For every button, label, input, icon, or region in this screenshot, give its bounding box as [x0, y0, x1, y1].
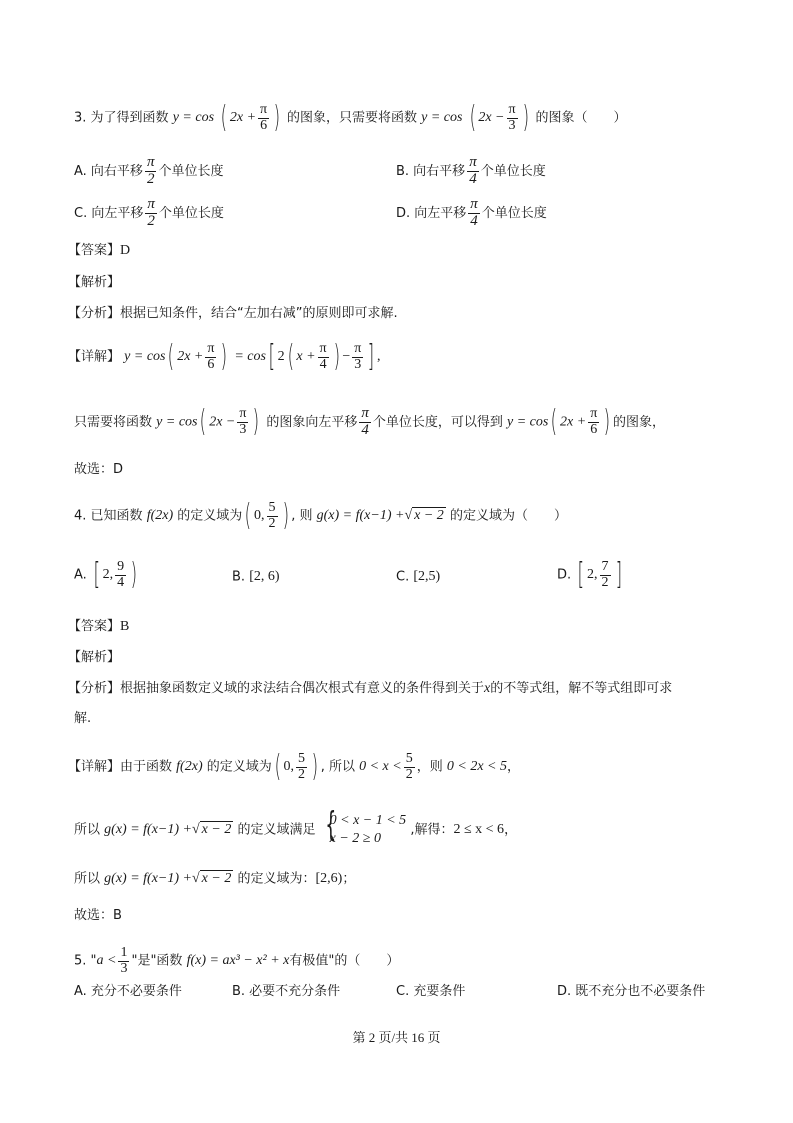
q3-y-expr2: y = cos: [421, 110, 463, 126]
q5-option-b[interactable]: B. 必要不充分条件: [232, 984, 341, 999]
q3-arg1: 2x +: [229, 110, 257, 126]
q4-so2: 所以 g(x) = f(x−1) +√ x − 2 的定义域为：[2,6)；: [74, 871, 356, 887]
q4-fenxi-cont: 解.: [74, 711, 92, 726]
q3-arg2-frac: $\frac{\pi}{3}$: [508, 102, 516, 133]
q3-fenxi: 【分析】根据已知条件，结合“左加右减”的原则即可求解.: [68, 306, 398, 321]
q3-stem: 3. 为了得到函数 y = cos ( 2x + $\frac{\pi}{6}$ ) 的图象，只需要将函数 y = cos ( 2x − $\frac{\pi}{3}$ ) 的图象（ ）: [74, 100, 627, 136]
q4-analysis-tag: 【解析】: [68, 650, 121, 665]
q5-stem: 5. "a < $\frac{1}{3}$ "是"函数 f(x) = ax³ − x² + x有极值"的（ ）: [74, 945, 400, 976]
q5-option-d[interactable]: D. 既不充分也不必要条件: [557, 984, 706, 999]
q3-option-a[interactable]: A. 向右平移 $\frac{\pi}{2}$ 个单位长度: [74, 154, 224, 187]
q4-answer: 【答案】B: [68, 619, 130, 634]
q4-fenxi: 【分析】根据抽象函数定义域的求法结合偶次根式有意义的条件得到关于x的不等式组，解不等式组即可求: [68, 681, 673, 696]
inequality-system: { 0 < x − 1 < 5 x − 2 ≥ 0: [325, 805, 407, 846]
q3-detail-line2: 只需要将函数 y = cos( 2x − $\frac{\pi}{3}$ ) 的图象向左平移 $\frac{\pi}{4}$ 个单位长度，可以得到 y = cos( 2x + $\frac{\pi}{6}$ ) 的图象，: [74, 404, 666, 440]
q3-stem-suffix: 的图象（ ）: [535, 110, 627, 126]
q5-option-c[interactable]: C. 充要条件: [396, 984, 466, 999]
q3-option-c[interactable]: C. 向左平移 $\frac{\pi}{2}$ 个单位长度: [74, 196, 224, 229]
q3-option-b[interactable]: B. 向右平移 $\frac{\pi}{4}$ 个单位长度: [396, 154, 546, 187]
q4-detail: 【详解】由于函数 f(2x) 的定义域为( 0, $\frac{5}{2}$ ) , 所以 0 < x < $\frac{5}{2}$ ，则 0 < 2x < 5，: [68, 749, 520, 785]
q4-answer-value: B: [120, 619, 130, 634]
answer-tag: 【答案】: [68, 243, 121, 258]
q3-option-d[interactable]: D. 向左平移 $\frac{\pi}{4}$ 个单位长度: [396, 196, 547, 229]
q3-y-expr1: y = cos: [172, 110, 215, 126]
q3-stem-mid: 的图象，只需要将函数: [286, 110, 417, 126]
q4-f2x: f(2x): [146, 508, 174, 524]
q4-option-c[interactable]: C. [2,5): [396, 569, 441, 585]
q3-analysis-tag: 【解析】: [68, 275, 121, 290]
q3-arg2: 2x −: [478, 110, 505, 126]
q3-option-b-frac: $\frac{\pi}{4}$: [469, 154, 477, 187]
q4-so1: 所以 g(x) = f(x−1) +√ x − 2 的定义域满足 { 0 < x − 1 < 5 x − 2 ≥ 0 ,解得：2 ≤ x < 6，: [74, 805, 518, 846]
q3-arg1-frac: $\frac{\pi}{6}$: [260, 102, 268, 133]
q3-option-d-frac: $\frac{\pi}{4}$: [470, 196, 478, 229]
q3-choose: 故选：D: [74, 462, 124, 477]
q3-detail: 【详解】 y = cos( 2x + $\frac{\pi}{6}$ ) = cos[ 2( x + $\frac{\pi}{4}$ ) − $\frac{\pi}{3}$ ] ,: [68, 339, 381, 375]
q4-option-d[interactable]: D. [ 2, $\frac{7}{2}$ ]: [557, 557, 622, 593]
q4-option-b[interactable]: B. [2, 6): [232, 569, 280, 585]
q5-option-a[interactable]: A. 充分不必要条件: [74, 984, 182, 999]
page-footer: 第 2 页/共 16 页: [352, 1030, 441, 1045]
q3-answer: [68, 244, 130, 258]
q3-stem-prefix: 3. 为了得到函数: [74, 110, 169, 126]
q3-option-c-frac: $\frac{\pi}{2}$: [147, 196, 155, 229]
q3-option-a-frac: $\frac{\pi}{2}$: [146, 154, 155, 187]
q3-answer-value: D: [120, 243, 131, 258]
q4-option-a[interactable]: A. [ 2, $\frac{9}{4}$ ): [74, 557, 138, 593]
q4-stem: 4. 已知函数 f(2x) 的定义域为( 0, $\frac{5}{2}$ ) , 则 g(x) = f(x−1) +√ x − 2 的定义域为（ ）: [74, 498, 567, 534]
q4-choose: 故选：B: [74, 908, 122, 923]
